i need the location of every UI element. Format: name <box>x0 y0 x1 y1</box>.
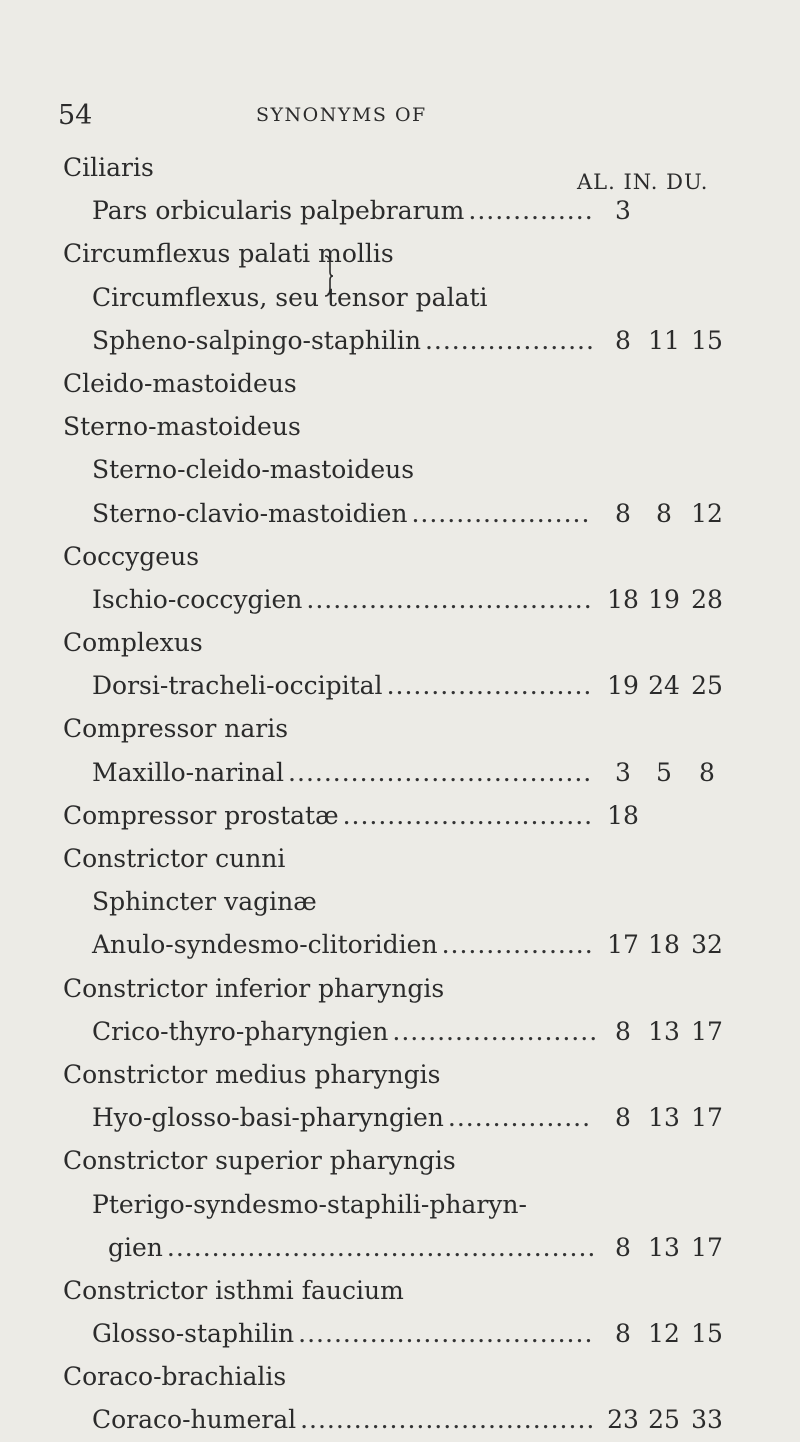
entry-line <box>0 405 800 448</box>
leader-dots: ................ <box>447 1103 592 1133</box>
entry-line <box>0 362 800 405</box>
entry-line <box>0 1269 800 1312</box>
reference-number: 18 <box>607 584 639 614</box>
reference-number: 18 <box>648 930 680 960</box>
column-header: AL. IN. DU. <box>577 170 709 194</box>
reference-number: 33 <box>691 1405 723 1435</box>
entry-term: Sterno-mastoideus <box>63 412 301 442</box>
entry-line <box>0 232 800 275</box>
reference-number: 25 <box>648 1405 680 1435</box>
entry-term: gien <box>108 1232 163 1262</box>
leader-dots: ................. <box>441 930 594 960</box>
reference-number: 15 <box>691 325 723 355</box>
entry-line <box>0 146 800 189</box>
reference-number: 17 <box>691 1103 723 1133</box>
entry-term: Crico-thyro-pharyngien <box>92 1016 389 1046</box>
entry-term: Pterigo-syndesmo-staphili-pharyn- <box>92 1189 527 1219</box>
entry-term: Cleido-mastoideus <box>63 368 297 398</box>
leader-dots: ....................... <box>386 671 593 701</box>
reference-number: 19 <box>648 584 680 614</box>
reference-number: 18 <box>607 800 639 830</box>
entry-line <box>0 837 800 880</box>
leader-dots: ................................................ <box>166 1232 597 1262</box>
page-number: 54 <box>58 100 93 131</box>
reference-number: 12 <box>691 498 723 528</box>
leader-dots: .................................. <box>288 757 593 787</box>
leader-dots: .................... <box>411 498 591 528</box>
reference-number: 11 <box>648 325 680 355</box>
reference-number: 8 <box>615 1103 631 1133</box>
entry-line <box>0 535 800 578</box>
page-header <box>0 100 800 140</box>
entry-term: Ciliaris <box>63 153 154 182</box>
entry-line <box>0 276 800 319</box>
entry-line <box>0 1355 800 1398</box>
entry-line <box>0 1398 800 1441</box>
entry-term: Dorsi-tracheli-occipital <box>92 671 383 701</box>
entry-term: Constrictor superior pharyngis <box>63 1146 456 1176</box>
reference-number: 28 <box>691 584 723 614</box>
reference-number: 13 <box>648 1016 680 1046</box>
reference-number: 12 <box>648 1319 680 1349</box>
reference-number: 23 <box>607 1405 639 1435</box>
entry-line <box>0 794 800 837</box>
entry-line <box>0 1053 800 1096</box>
entry-line <box>0 319 800 362</box>
reference-number: 8 <box>615 1232 631 1262</box>
running-title: SYNONYMS OF <box>256 104 427 126</box>
leader-dots: ................................ <box>306 584 593 614</box>
entry-term: Maxillo-narinal <box>92 757 285 787</box>
reference-number: 24 <box>648 671 680 701</box>
entry-term: Constrictor inferior pharyngis <box>63 973 445 1003</box>
entry-line <box>0 1096 800 1139</box>
entry-term: Sterno-clavio-mastoidien <box>92 498 408 528</box>
reference-number: 32 <box>691 930 723 960</box>
leader-dots: ................................. <box>298 1319 594 1349</box>
leader-dots: ....................... <box>392 1016 599 1046</box>
entry-term: Constrictor cunni <box>63 844 286 873</box>
reference-number: 8 <box>615 1319 631 1349</box>
entry-line <box>0 492 800 535</box>
entry-line <box>0 621 800 664</box>
entry-line <box>0 1010 800 1053</box>
leader-dots: ............................ <box>342 800 594 830</box>
entry-term: Sterno-cleido-mastoideus <box>92 455 415 485</box>
reference-number: 17 <box>691 1016 723 1046</box>
reference-number: 13 <box>648 1232 680 1262</box>
entry-line <box>0 967 800 1010</box>
entry-line <box>0 1226 800 1269</box>
leader-dots: ................................. <box>300 1405 596 1435</box>
reference-number: 3 <box>615 757 631 787</box>
reference-number: 19 <box>607 671 639 701</box>
reference-number: 17 <box>607 930 639 960</box>
reference-number: 3 <box>615 196 631 226</box>
reference-number: 8 <box>615 498 631 528</box>
entry-term: Coraco-brachialis <box>63 1362 287 1392</box>
entry-line <box>0 1312 800 1355</box>
entry-term: Anulo-syndesmo-clitoridien <box>92 930 438 960</box>
entry-line <box>0 189 800 232</box>
entry-term: Sphincter vaginæ <box>92 887 317 917</box>
reference-number: 8 <box>656 498 672 528</box>
entry-term: Coccygeus <box>63 541 200 571</box>
entry-term: Glosso-staphilin <box>92 1319 295 1349</box>
reference-number: 25 <box>691 671 723 701</box>
reference-number: 8 <box>615 325 631 355</box>
entry-line <box>0 707 800 750</box>
entry-term: Complexus <box>63 628 203 658</box>
leader-dots: ................... <box>424 325 595 355</box>
leader-dots: .............. <box>468 196 594 226</box>
entry-line <box>0 578 800 621</box>
reference-number: 8 <box>615 1016 631 1046</box>
entry-term: Circumflexus, seu tensor palati <box>92 282 488 312</box>
reference-number: 13 <box>648 1103 680 1133</box>
entry-line <box>0 664 800 707</box>
reference-number: 17 <box>691 1232 723 1262</box>
reference-number: 5 <box>656 757 672 787</box>
entry-term: Compressor naris <box>63 714 289 744</box>
entry-line <box>0 923 800 966</box>
entry-term: Compressor prostatæ <box>63 800 339 830</box>
reference-number: 8 <box>699 757 715 787</box>
entry-term: Circumflexus palati mollis <box>63 239 394 269</box>
entry-line <box>0 751 800 794</box>
entry-term: Coraco-humeral <box>92 1405 297 1435</box>
entry-term: Constrictor isthmi faucium <box>63 1275 404 1305</box>
entry-term: Constrictor medius pharyngis <box>63 1059 441 1089</box>
entry-term: Hyo-glosso-basi-pharyngien <box>92 1103 444 1133</box>
entry-line <box>0 1139 800 1182</box>
entry-line <box>0 880 800 923</box>
reference-number: 15 <box>691 1319 723 1349</box>
entry-term: Spheno-salpingo-staphilin <box>92 325 421 355</box>
synonym-list <box>0 146 800 1442</box>
entry-line <box>0 1183 800 1226</box>
entry-line <box>0 448 800 491</box>
entry-term: Ischio-coccygien <box>92 584 303 614</box>
entry-term: Pars orbicularis palpebrarum <box>92 196 465 226</box>
